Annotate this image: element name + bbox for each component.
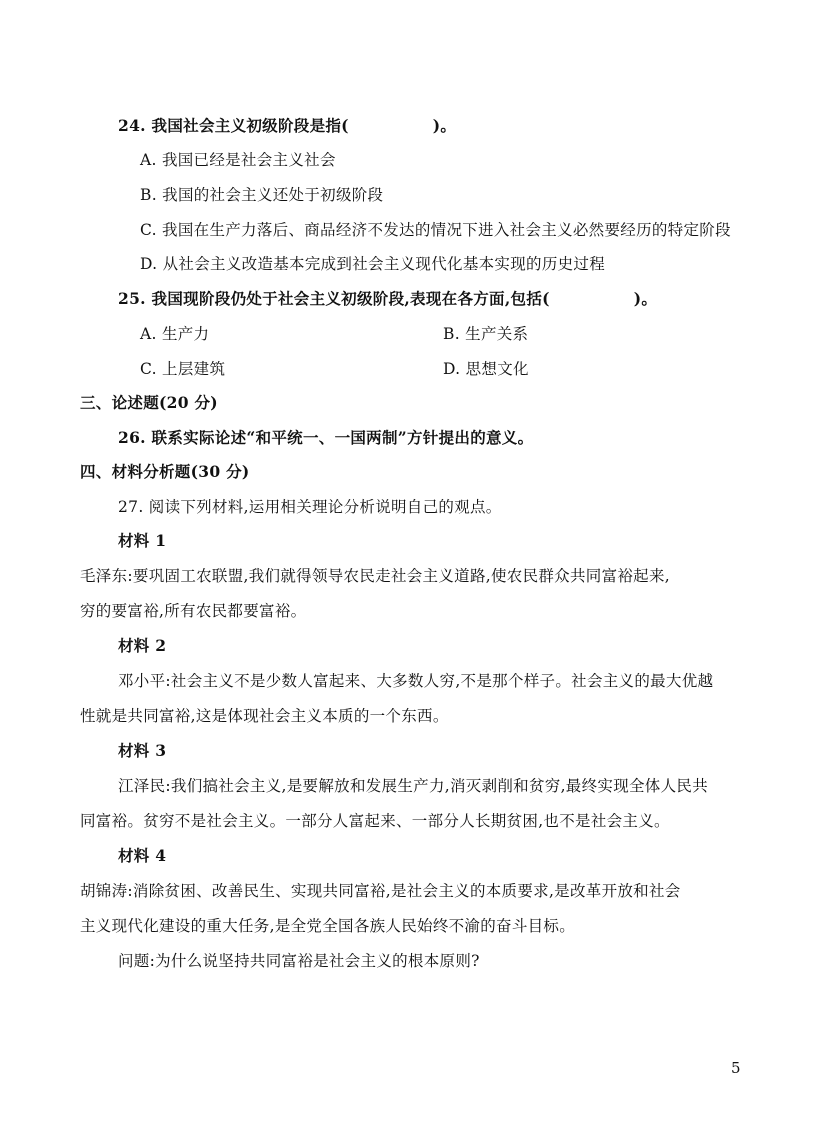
section-3-title: 三、论述题(20 分) [80,393,218,412]
question-25-stem-end: )。 [633,289,658,308]
option-24-b: B. 我国的社会主义还处于初级阶段 [140,186,384,204]
question-25-stem [118,289,657,309]
material-question: 问题:为什么说坚持共同富裕是社会主义的根本原则? [118,952,480,970]
material-3-label: 材料 3 [118,741,167,760]
material-2-text-line-2: 性就是共同富裕,这是体现社会主义本质的一个东西。 [80,707,449,725]
section-4-title: 四、材料分析题(30 分) [80,462,250,481]
option-25-b: B. 生产关系 [443,325,529,343]
material-4-text-line-1: 胡锦涛:消除贫困、改善民生、实现共同富裕,是社会主义的本质要求,是改革开放和社会 [80,882,681,900]
material-2-label: 材料 2 [118,636,167,655]
option-24-d: D. 从社会主义改造基本完成到社会主义现代化基本实现的历史过程 [140,255,606,273]
option-25-a: A. 生产力 [140,325,210,343]
question-24-stem-end: )。 [432,116,457,135]
material-4-text-line-2: 主义现代化建设的重大任务,是全党全国各族人民始终不渝的奋斗目标。 [80,917,576,935]
page-number: 5 [731,1059,741,1077]
material-4-label: 材料 4 [118,846,167,865]
material-2-text-line-1: 邓小平:社会主义不是少数人富起来、大多数人穷,不是那个样子。社会主义的最大优越 [118,672,714,690]
material-1-text-line-2: 穷的要富裕,所有农民都要富裕。 [80,602,307,620]
question-26: 26. 联系实际论述“和平统一、一国两制”方针提出的意义。 [118,428,534,447]
material-3-text-line-2: 同富裕。贫穷不是社会主义。一部分人富起来、一部分人长期贫困,也不是社会主义。 [80,812,670,830]
material-1-text-line-1: 毛泽东:要巩固工农联盟,我们就得领导农民走社会主义道路,使农民群众共同富裕起来, [80,567,671,585]
material-3-text-line-1: 江泽民:我们搞社会主义,是要解放和发展生产力,消灭剥削和贫穷,最终实现全体人民共 [118,777,709,795]
option-24-a: A. 我国已经是社会主义社会 [140,151,336,169]
option-25-d: D. 思想文化 [443,360,529,378]
material-1-label: 材料 1 [118,531,167,550]
question-27: 27. 阅读下列材料,运用相关理论分析说明自己的观点。 [118,498,502,516]
question-25-stem-text: 25. 我国现阶段仍处于社会主义初级阶段,表现在各方面,包括( [118,289,550,308]
question-24-stem-text: 24. 我国社会主义初级阶段是指( [118,116,349,135]
question-24-stem [118,116,456,136]
option-24-c: C. 我国在生产力落后、商品经济不发达的情况下进入社会主义必然要经历的特定阶段 [140,221,731,239]
option-25-c: C. 上层建筑 [140,360,226,378]
